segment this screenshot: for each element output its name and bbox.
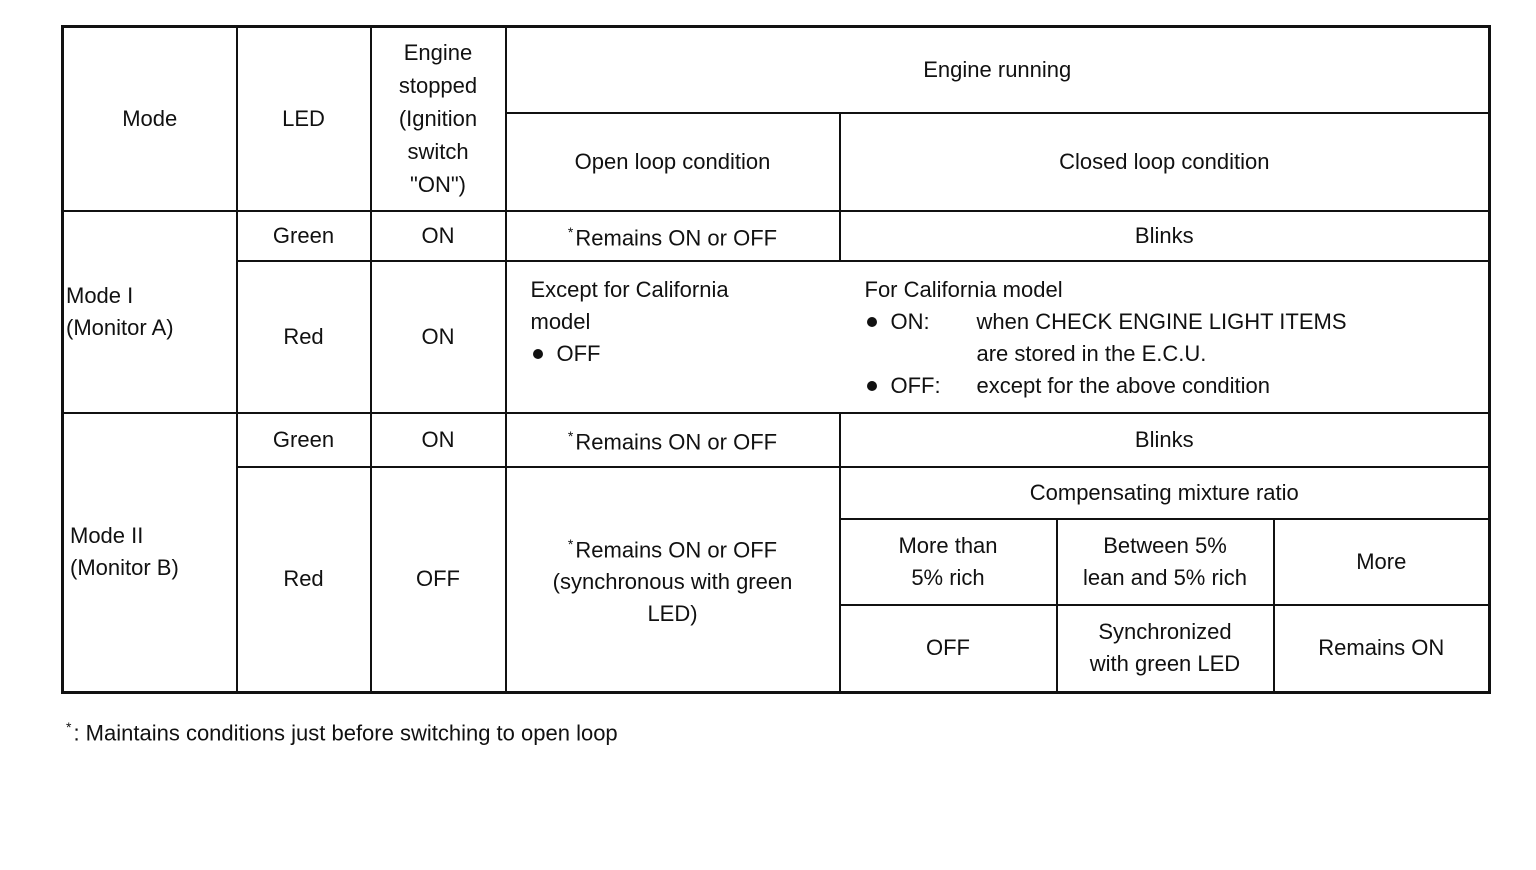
except-california-title: Except for California xyxy=(530,276,729,302)
mode1-label xyxy=(63,211,237,413)
head-line: 5% rich xyxy=(911,564,985,590)
mode2-red-open-loop xyxy=(506,467,840,693)
asterisk-mark: * xyxy=(567,536,574,553)
header-led: LED xyxy=(237,27,371,211)
mode2-red-open-loop-line xyxy=(513,528,833,566)
except-california-title: model xyxy=(530,308,591,334)
mode2-red-open-loop-line: (synchronous with green xyxy=(552,569,793,595)
header-engine-stopped-line: (Ignition xyxy=(398,106,478,132)
between-5-lean-rich-value xyxy=(1057,605,1274,693)
mode1-red-running xyxy=(506,261,1490,413)
value-line: with green LED xyxy=(1089,651,1241,677)
mode1-green-stopped: ON xyxy=(371,211,506,261)
mode1-green-open-loop-text: Remains ON or OFF xyxy=(575,225,778,251)
mode2-label xyxy=(63,413,237,693)
except-california-block xyxy=(507,274,841,402)
header-engine-running: Engine running xyxy=(506,27,1490,113)
more-than-5-rich-value: OFF xyxy=(840,605,1057,693)
mode1-red-led: Red xyxy=(237,261,371,413)
except-california-item xyxy=(531,338,841,370)
bullet-icon xyxy=(533,349,543,359)
mode2-green-closed-loop: Blinks xyxy=(840,413,1490,467)
mode1-green-closed-loop: Blinks xyxy=(840,211,1490,261)
bullet-icon xyxy=(867,317,877,327)
header-closed-loop: Closed loop condition xyxy=(840,113,1490,211)
california-off-item xyxy=(865,370,1489,402)
compensating-mixture-header: Compensating mixture ratio xyxy=(840,467,1490,519)
california-on-value-line: when CHECK ENGINE LIGHT ITEMS xyxy=(976,308,1347,334)
head-line: Between 5% xyxy=(1103,532,1227,558)
footnote-text: : Maintains conditions just before switching to open loop xyxy=(73,720,618,746)
head-line: More than xyxy=(898,532,998,558)
header-open-loop: Open loop condition xyxy=(506,113,840,211)
header-engine-stopped-line: switch xyxy=(407,139,469,165)
mode1-label-line: (Monitor A) xyxy=(66,314,174,340)
california-block xyxy=(841,274,1489,402)
california-on-value xyxy=(977,306,1489,370)
more-than-5-rich-head xyxy=(840,519,1057,605)
asterisk-mark: * xyxy=(567,428,574,445)
mode1-green-led: Green xyxy=(237,211,371,261)
header-engine-stopped-line: stopped xyxy=(398,73,478,99)
footnote xyxy=(66,712,618,748)
asterisk-mark: * xyxy=(567,224,574,241)
mode2-green-led: Green xyxy=(237,413,371,467)
header-engine-stopped-line: Engine xyxy=(403,40,473,66)
led-mode-table xyxy=(61,25,1491,694)
mode2-red-open-loop-text: Remains ON or OFF xyxy=(575,537,778,563)
mode2-red-open-loop-line: LED) xyxy=(647,601,698,627)
between-5-lean-rich-head xyxy=(1057,519,1274,605)
california-on-key: ON: xyxy=(890,308,930,334)
except-california-value: OFF xyxy=(556,340,601,366)
mode2-green-stopped: ON xyxy=(371,413,506,467)
head-line: lean and 5% rich xyxy=(1083,564,1247,590)
mode1-red-stopped: ON xyxy=(371,261,506,413)
california-off-key: OFF: xyxy=(890,372,941,398)
mode2-label-line: Mode II xyxy=(70,523,144,549)
mode1-green-open-loop xyxy=(506,211,840,261)
california-title: For California model xyxy=(864,276,1063,302)
asterisk-mark: * xyxy=(66,719,72,735)
more-head: More xyxy=(1274,519,1490,605)
value-line: Synchronized xyxy=(1098,619,1232,645)
mode1-label-line: Mode I xyxy=(66,282,134,308)
mode2-label-line: (Monitor B) xyxy=(70,555,179,581)
mode2-green-open-loop xyxy=(506,413,840,467)
california-off-value: except for the above condition xyxy=(976,372,1271,398)
mode2-green-open-loop-text: Remains ON or OFF xyxy=(575,429,778,455)
california-on-item xyxy=(865,306,1489,370)
mode2-red-stopped: OFF xyxy=(371,467,506,693)
bullet-icon xyxy=(867,381,877,391)
california-on-value-line: are stored in the E.C.U. xyxy=(976,340,1207,366)
header-mode: Mode xyxy=(63,27,237,211)
more-value: Remains ON xyxy=(1274,605,1490,693)
mode2-red-led: Red xyxy=(237,467,371,693)
header-engine-stopped xyxy=(371,27,506,211)
header-engine-stopped-line: "ON") xyxy=(410,172,466,198)
